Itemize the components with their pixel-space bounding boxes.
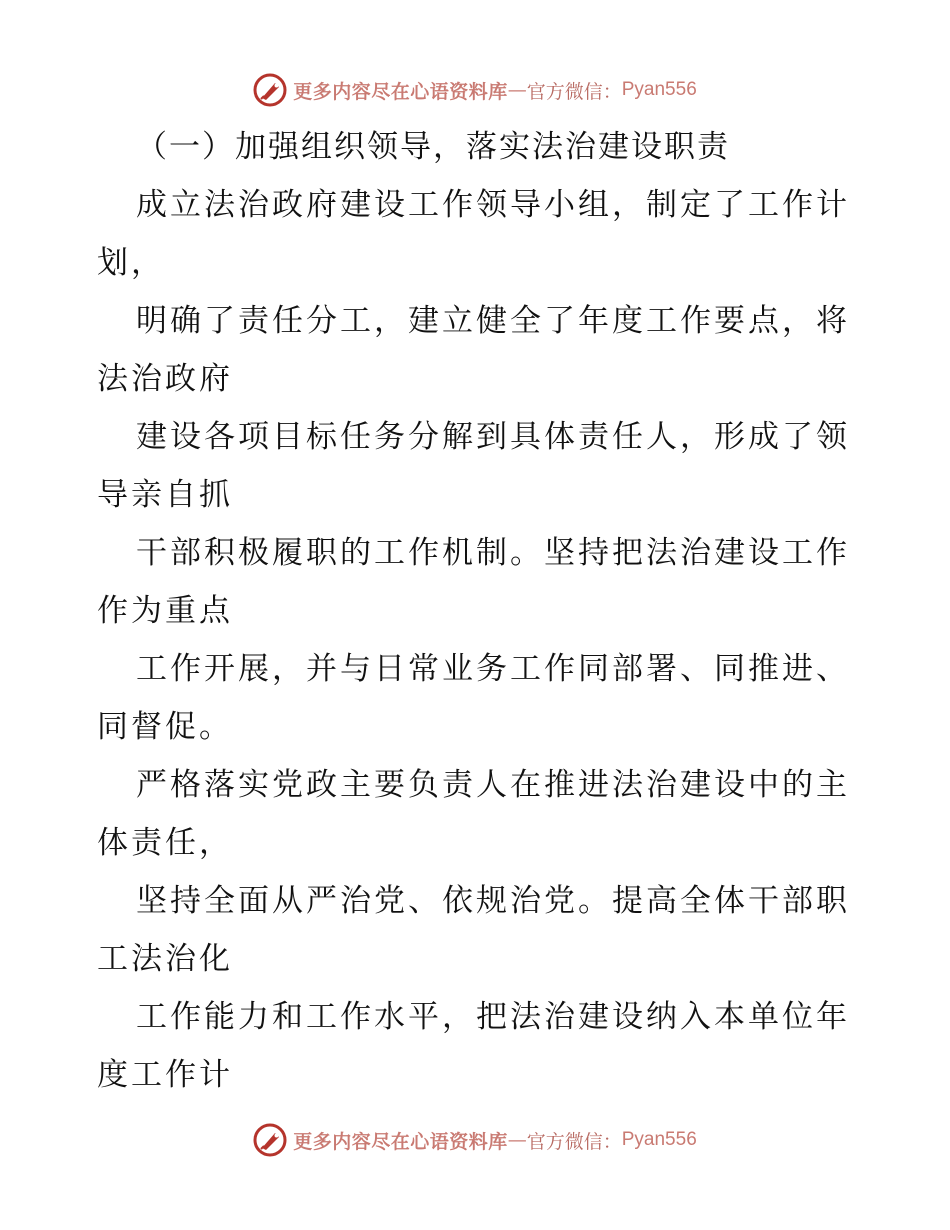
banner-wechat-id: Pyan556 <box>621 1129 697 1150</box>
paragraph-line: 同督促。 <box>97 709 233 745</box>
banner-wechat-label: 官方微信： <box>526 80 622 103</box>
paragraph-line: 法治政府 <box>97 361 233 397</box>
paragraph-line: 度工作计 <box>97 1057 233 1093</box>
banner-title: 更多内容尽在心语资料库 <box>293 1130 508 1153</box>
paragraph-line: 作为重点 <box>97 593 233 629</box>
paragraph-line: 工作能力和工作水平，把法治建设纳入本单位年 <box>136 999 850 1035</box>
paragraph-line: 导亲自抓 <box>97 477 233 513</box>
header-watermark-banner <box>0 70 950 110</box>
banner-dash: — <box>507 79 527 101</box>
paragraph-line: 严格落实党政主要负责人在推进法治建设中的主 <box>136 767 850 803</box>
paragraph-line: 坚持全面从严治党、依规治党。提高全体干部职 <box>136 883 850 919</box>
pen-nib-logo-icon <box>253 73 287 107</box>
paragraph-line: 干部积极履职的工作机制。坚持把法治建设工作 <box>136 535 850 571</box>
document-body <box>97 118 857 1104</box>
paragraph-line: 建设各项目标任务分解到具体责任人，形成了领 <box>136 419 850 455</box>
paragraph-line: 成立法治政府建设工作领导小组，制定了工作计 <box>136 187 850 223</box>
paragraph-line: 划， <box>97 245 165 281</box>
banner-dash: — <box>507 1129 527 1151</box>
banner-wechat-id: Pyan556 <box>621 79 697 100</box>
pen-nib-logo-icon <box>253 1123 287 1157</box>
section-heading: （一）加强组织领导，落实法治建设职责 <box>136 129 730 165</box>
paragraph-line: 工作开展，并与日常业务工作同部署、同推进、 <box>136 651 850 687</box>
banner-title: 更多内容尽在心语资料库 <box>293 80 508 103</box>
paragraph-line: 工法治化 <box>97 941 233 977</box>
footer-watermark-banner <box>0 1120 950 1160</box>
paragraph-line: 体责任， <box>97 825 233 861</box>
paragraph-line: 明确了责任分工，建立健全了年度工作要点，将 <box>136 303 850 339</box>
banner-wechat-label: 官方微信： <box>526 1130 622 1153</box>
